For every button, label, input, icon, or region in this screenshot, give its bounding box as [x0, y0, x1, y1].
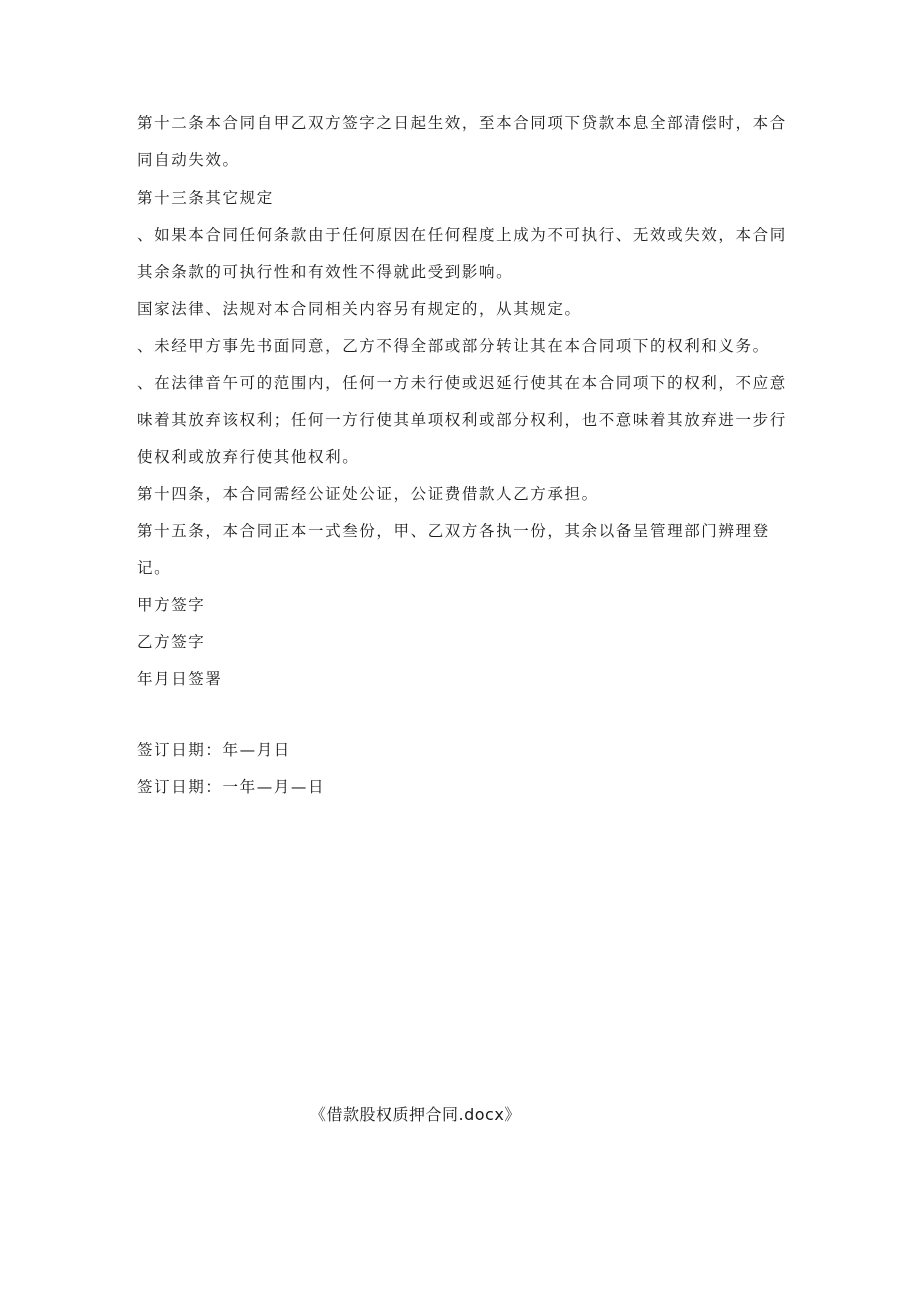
clause-12: 第十二条本合同自甲乙双方签字之日起生效，至本合同项下贷款本息全部清偿时，本合同自动失效。: [137, 114, 787, 169]
document-filename: 《借款股权质押合同.docx》: [310, 1105, 521, 1124]
clause-15: 第十五条，本合同正本一式叁份，甲、乙双方各执一份，其余以备呈管理部门辨理登记。: [137, 522, 770, 577]
party-a-signature: 甲方签字: [137, 596, 206, 614]
clause-13-heading: 第十三条其它规定: [137, 189, 274, 207]
signing-date-2: 签订日期：一年—月—日: [137, 778, 326, 796]
clause-14: 第十四条，本合同需经公证处公证，公证费借款人乙方承担。: [137, 485, 599, 503]
signing-date-line: 年月日签署: [137, 670, 223, 688]
signing-date-1: 签订日期：年—月日: [137, 741, 291, 759]
clause-13-item-3: 、在法律音午可的范围内，任何一方未行使或迟延行使其在本合同项下的权利，不应意味着其放弃该权利；任何一方行使其单项权利或部分权利，也不意味着其放弃进一步行使权利或放弃行使其他权利。: [137, 374, 787, 466]
clause-13-item-1: 、如果本合同任何条款由于任何原因在任何程度上成为不可执行、无效或失效，本合同其余条款的可执行性和有效性不得就此受到影响。: [137, 226, 787, 281]
clause-13-law-note: 国家法律、法规对本合同相关内容另有规定的，从其规定。: [137, 300, 582, 318]
clause-13-item-2: 、未经甲方事先书面同意，乙方不得全部或部分转让其在本合同项下的权利和义务。: [137, 337, 770, 355]
party-b-signature: 乙方签字: [137, 633, 206, 651]
